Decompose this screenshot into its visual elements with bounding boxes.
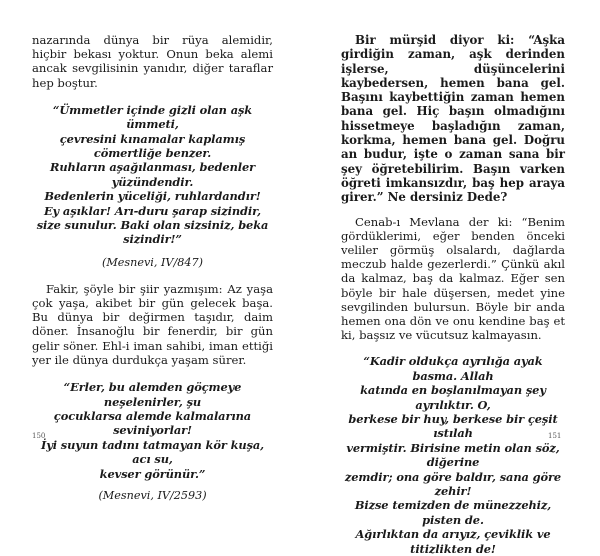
quote-line: “Ümmetler içinde gizli olan aşk ümmeti, [52,102,253,132]
quote-source: (Mesnevi, IV/2593) [98,488,207,502]
quote-line: İyi suyun tadını tatmayan kör kuşa, acı su, [40,437,265,467]
quote-line: Bizse temizden de münezzehiz, pisten de. [354,498,552,527]
left-text-column [32,33,273,503]
quote-line: vermiştir. Birisine metin olan söz, diğerine [346,440,560,470]
left-page [0,0,300,502]
intro-paragraph: nazarında dünya bir rüya alemidir, hiçbir bekası yoktur. Onun beka alemi ancak sevgilisinin yanıdır, diğer taraflar hep boştur. [32,33,273,90]
body-paragraph: Fakir, şöyle bir şiir yazmışım: Az yaşa çok yaşa, akibet bir gün gelecek başa. Bu dünya bir değirmen taşıdır, daim döner. İnsanoğlu bir fenerdir, bir gün gelir söner. Ehl-i iman sahibi, iman ettiği yer ile dünya durdukça yaşam sürer. [32,281,273,367]
quote-line: katında en boşlanılmayan şey ayrılıktır. O, [360,383,546,412]
body-paragraph: Cenab-ı Mevlana der ki: “Benim gördüklerimi, eğer benden önceki veliler görmüş olsalardı, dağlarda meczub halde gezerlerdi.” Çünkü akıl da kalmaz, baş da kalmaz. Eğer sen böyle bir hale düşersen, medet yine sevgilinden bulursun. Böyle bir anda hemen ona dön ve onu kendine baş et ki, başsız ve vücutsuz kalmayasın. [341,214,565,343]
quote-line: çocuklarsa alemde kalmalarına seviniyorlar! [53,408,252,438]
quote-line: zemdir; ona göre baldır, sana göre zehir! [344,469,562,499]
quote-line: “Kadir oldukça ayrılığa ayak basma. Allah [363,354,543,383]
quote-source: (Mesnevi, IV/847) [101,255,203,269]
quote-line: Bedenlerin yüceliği, ruhlardandır! [44,189,261,204]
quote-line: berkese bir huy, berkese bir çeşit ıstılah [348,412,558,441]
page-number-left: 150 [32,432,46,440]
quote-line: çevresini kınamalar kaplamış cömertliğe benzer. [59,131,246,161]
page-number-right: 151 [548,432,562,440]
right-page [300,0,600,556]
quote-line: kevser görünür.” [99,466,206,481]
quote-line: “Erler, bu alemden göçmeye neşelenirler, şu [63,380,242,409]
right-text-column [341,33,565,556]
bold-paragraph: Bir mürşid diyor ki: “Aşka girdiğin zaman, aşk derinden işlerse, düşüncelerini kaybedersen, hemen bana gel. Başını kaybettiğin zaman hemen bana gel. Hiç başın olmadığını hissetmeye başladığın zaman, korkma, hemen bana gel. Doğru an budur, işte o zaman sana bir şey öğretebilirim. Başın varken öğreti imkansızdır, baş hep araya girer.” Ne dersiniz Dede? [341,33,565,205]
quote-line: Ey aşıklar! Arı-duru şarap sizindir, size sunulur. Baki olan sizsiniz, beka sizindir!” [36,203,269,247]
quote-line: Ruhların aşağılanması, bedenler yüzündendir. [49,160,256,189]
quote-line: Ağırlıktan da arıyız, çeviklik ve titizlikten de! [355,527,551,556]
